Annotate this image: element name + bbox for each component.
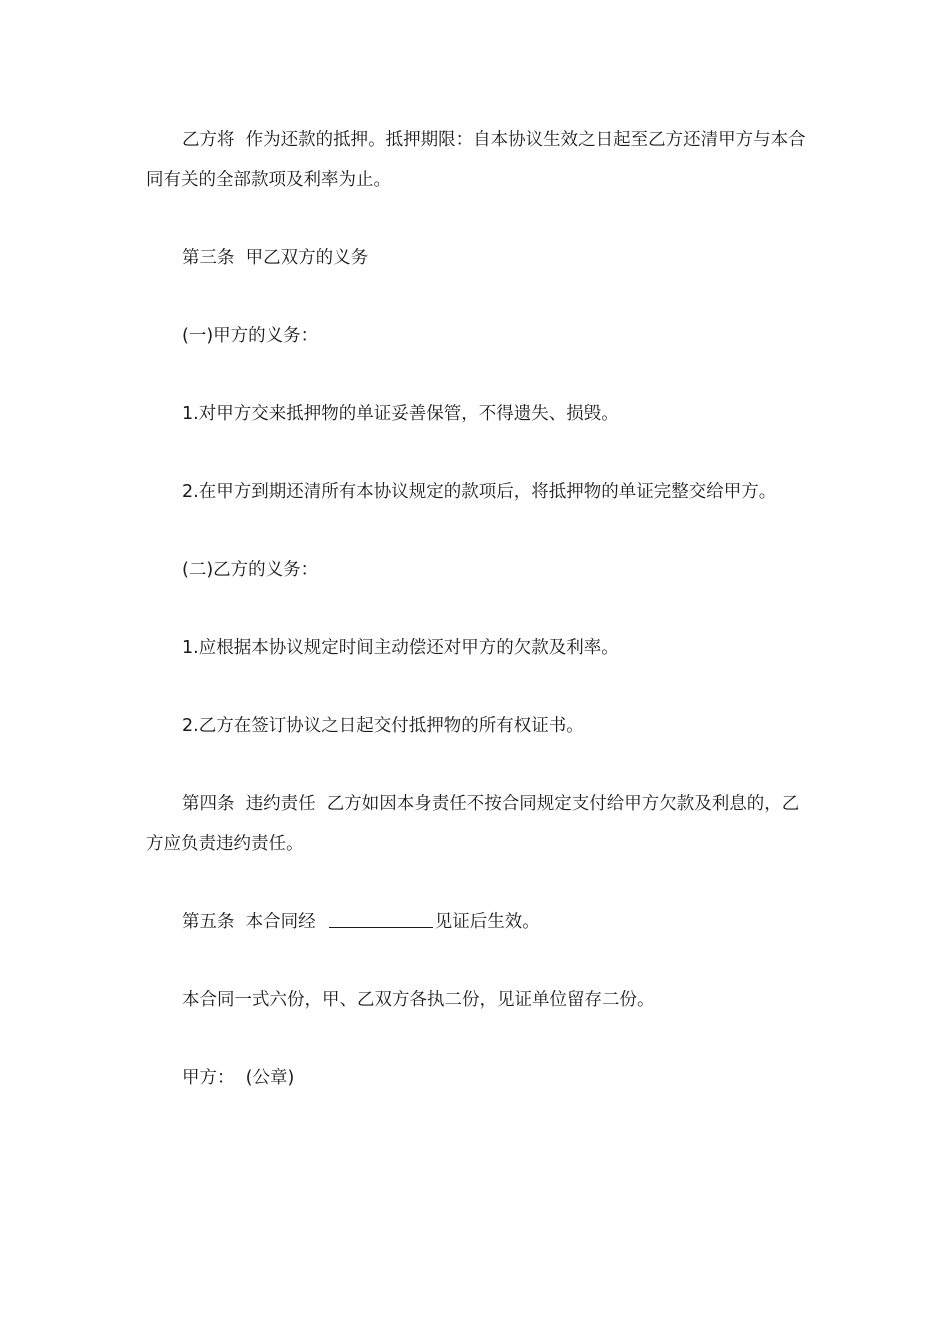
party-a-obligations-heading: (一)甲方的义务： [182, 326, 319, 346]
party-a-obligation-1: 1.对甲方交来抵押物的单证妥善保管，不得遗失、损毁。 [182, 404, 619, 424]
party-a-obligation-2: 2.在甲方到期还清所有本协议规定的款项后，将抵押物的单证完整交给甲方。 [182, 482, 777, 502]
article-5-effectiveness [146, 902, 806, 942]
party-b-obligations-heading: (二)乙方的义务： [182, 560, 319, 580]
party-b-obligation-1: 1.应根据本协议规定时间主动偿还对甲方的欠款及利率。 [182, 638, 619, 658]
article-5-suffix: 见证后生效。 [434, 912, 540, 932]
mortgage-term-paragraph: 乙方将 作为还款的抵押。抵押期限：自本协议生效之日起至乙方还清甲方与本合同有关的全部款项及利率为止。 [146, 130, 806, 190]
article-4-liability: 第四条 违约责任 乙方如因本身责任不按合同规定支付给甲方欠款及利息的，乙方应负责违约责任。 [146, 794, 800, 854]
party-a-signature-line: 甲方： (公章) [182, 1068, 295, 1088]
party-b-obligation-2: 2.乙方在签订协议之日起交付抵押物的所有权证书。 [182, 716, 584, 736]
copies-clause: 本合同一式六份，甲、乙双方各执二份，见证单位留存二份。 [182, 990, 655, 1010]
article-5-prefix: 第五条 本合同经 [182, 912, 327, 932]
article-3-title: 第三条 甲乙双方的义务 [182, 248, 369, 268]
witness-blank-line [329, 909, 433, 928]
contract-body [146, 120, 806, 1098]
